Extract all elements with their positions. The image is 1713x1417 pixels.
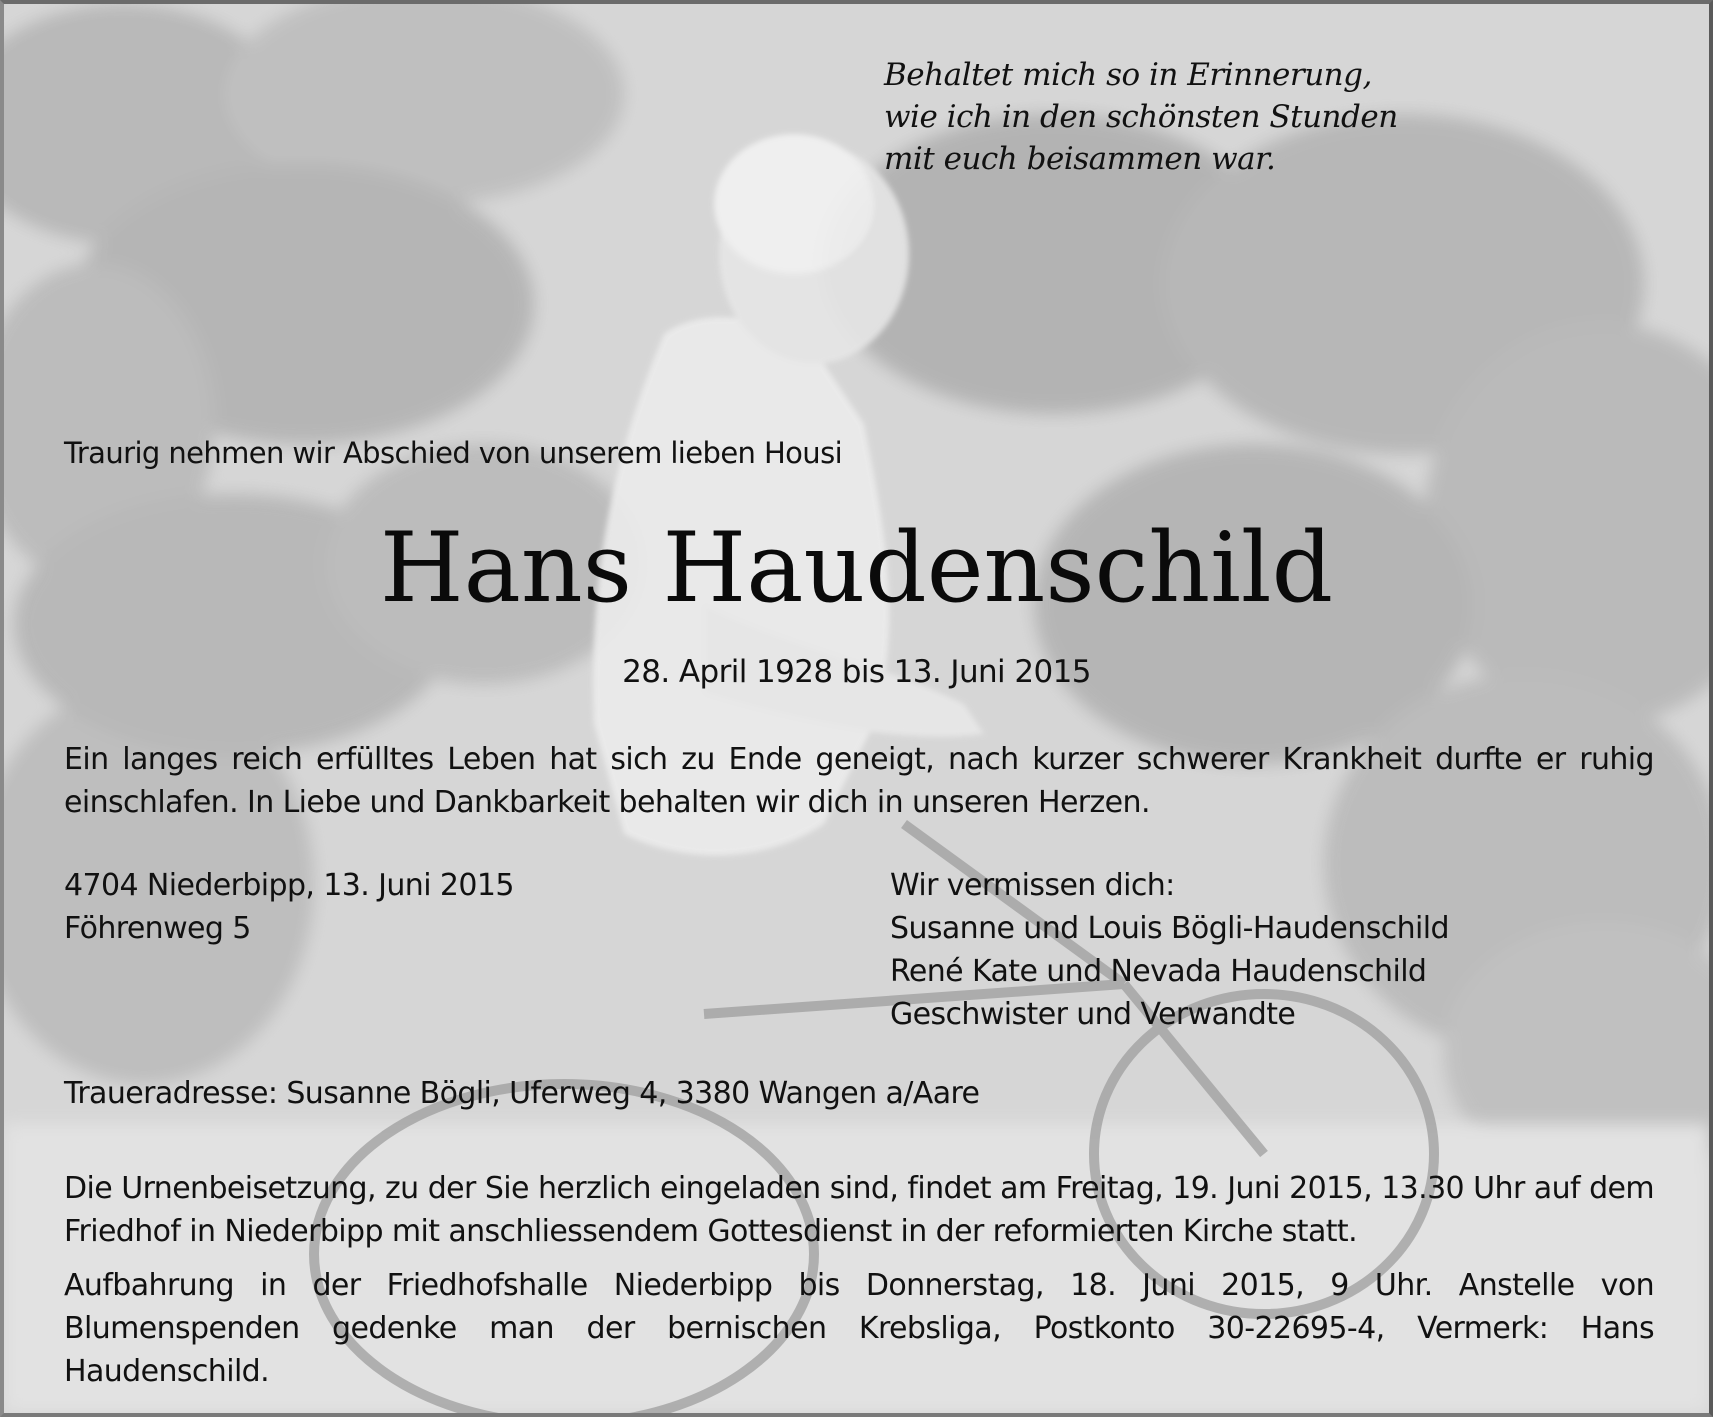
viewing-paragraph: Aufbahrung in der Friedhofshalle Niederbipp bis Donnerstag, 18. Juni 2015, 9 Uhr. Anstelle von Blumenspenden gedenke man der bernischen Krebsliga, Postkonto 30-22695-4, Vermerk: Hans Haudenschild.	[64, 1268, 1654, 1389]
mourner-name: René Kate und Nevada Haudenschild	[890, 954, 1427, 989]
place-city-date: 4704 Niederbipp, 13. Juni 2015	[64, 868, 514, 903]
burial-paragraph: Die Urnenbeisetzung, zu der Sie herzlich eingeladen sind, findet am Freitag, 19. Juni 2015, 13.30 Uhr auf dem Friedhof in Niederbipp mit anschliessendem Gottesdienst in der reformierten Kirche statt.	[64, 1171, 1654, 1249]
quote-line: mit euch beisammen war.	[884, 141, 1276, 177]
mourner-name: Geschwister und Verwandte	[890, 997, 1296, 1032]
intro-line: Traurig nehmen wir Abschied von unserem lieben Housi	[64, 436, 843, 470]
life-dates: 28. April 1928 bis 13. Juni 2015	[622, 654, 1091, 690]
tribute-paragraph: Ein langes reich erfülltes Leben hat sich zu Ende geneigt, nach kurzer schwerer Krankheit durfte er ruhig einschlafen. In Liebe und Dankbarkeit behalten wir dich in unseren Herzen.	[64, 742, 1654, 820]
mourner-name: Susanne und Louis Bögli-Haudenschild	[890, 911, 1449, 946]
mourners-heading: Wir vermissen dich:	[890, 868, 1175, 903]
trauer-address: Traueradresse: Susanne Bögli, Uferweg 4, 3380 Wangen a/Aare	[64, 1076, 980, 1111]
quote-line: Behaltet mich so in Erinnerung,	[884, 57, 1372, 93]
mourners-block	[890, 864, 1449, 1036]
quote-line: wie ich in den schönsten Stunden	[884, 99, 1398, 135]
place-block	[64, 864, 514, 950]
place-street: Föhrenweg 5	[64, 911, 251, 946]
memorial-quote	[884, 54, 1398, 180]
deceased-name: Hans Haudenschild	[379, 512, 1334, 624]
